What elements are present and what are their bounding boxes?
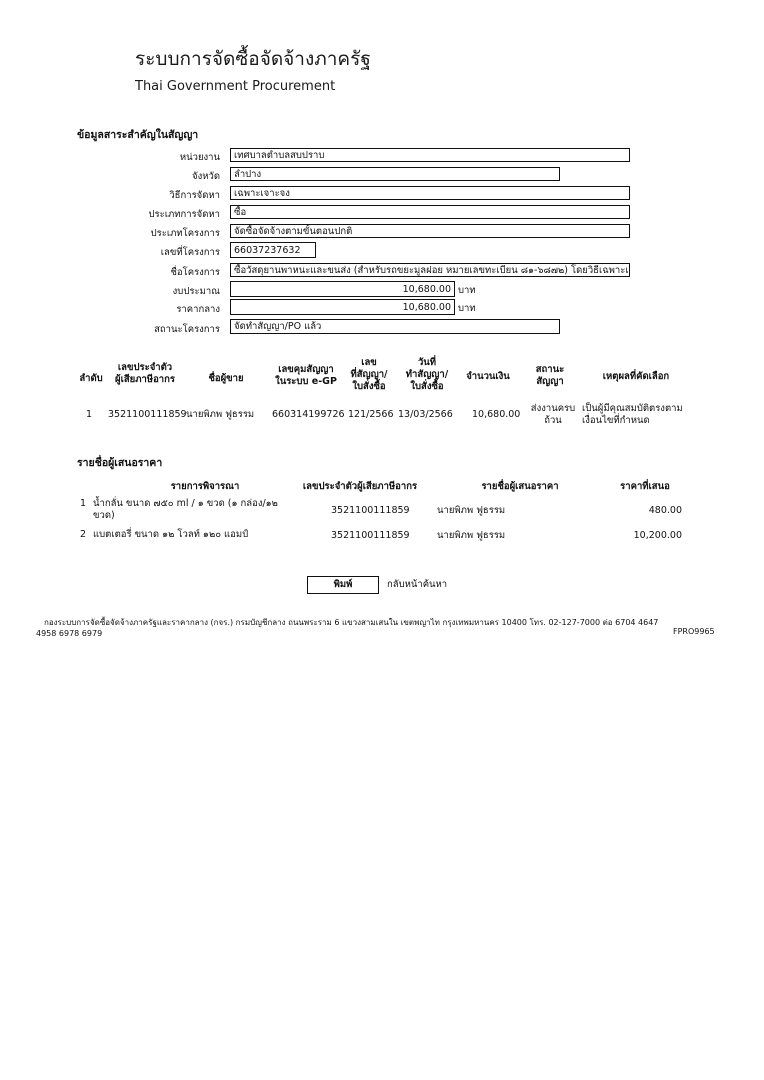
- bid-row-price: 480.00: [648, 505, 682, 516]
- footer-address: [36, 617, 669, 639]
- col-status-header-line1: สถานะ: [535, 364, 565, 375]
- bid-row-item-line1: น้ำกลั่น ขนาด ๗๕๐ ml / ๑ ขวด (๑ กล่อง/๑๒: [93, 498, 278, 509]
- budget-field: 10,680.00: [230, 281, 455, 297]
- status-label: สถานะโครงการ: [154, 324, 220, 335]
- back-to-search-link[interactable]: กลับหน้าค้นหา: [387, 579, 448, 590]
- col-status-header-line2: สัญญา: [536, 376, 564, 387]
- bid-row-tax-id: 3521100111859: [331, 505, 410, 516]
- method-label: วิธีการจัดหา: [169, 190, 220, 201]
- project-name-field: ซื้อวัสดุยานพาหนะและขนส่ง (สำหรับรถขยะมูลฝอย หมายเลขทะเบียน ๘๑-๖๘๗๒) โดยวิธีเฉพาะเ: [230, 263, 630, 277]
- col-date-header: [396, 357, 458, 393]
- bid-row-price: 10,200.00: [633, 530, 682, 541]
- page-title: ระบบการจัดซื้อจัดจ้างภาครัฐ: [135, 48, 371, 70]
- footer-code: FPRO9965: [673, 627, 715, 636]
- col-no-header: ลำดับ: [79, 373, 103, 384]
- project-no-field: 66037237632: [230, 242, 316, 258]
- col-contract-no-header: [344, 357, 394, 393]
- col-date-header-line3: ใบสั่งซื้อ: [410, 381, 444, 392]
- row-status-line2: ถ้วน: [544, 415, 562, 426]
- row-amount: 10,680.00: [472, 409, 521, 420]
- col-status-header: [524, 364, 576, 388]
- col-egp-header-line2: ในระบบ e-GP: [275, 376, 337, 387]
- bidders-section-title: รายชื่อผู้เสนอราคา: [77, 457, 163, 469]
- procurement-type-field: ซื้อ: [230, 205, 630, 219]
- row-vendor: นายพิภพ ฟูธรรม: [186, 409, 255, 420]
- budget-unit: บาท: [458, 285, 476, 296]
- project-no-label: เลขที่โครงการ: [160, 247, 220, 258]
- median-price-unit: บาท: [458, 303, 476, 314]
- col-contract-no-header-line1: เลข: [361, 357, 377, 368]
- bid-col-item-header: รายการพิจารณา: [170, 481, 240, 492]
- footer-line2: 4958 6978 6979: [36, 629, 103, 638]
- agency-field: เทศบาลตำบลสบปราบ: [230, 148, 630, 162]
- province-field: ลำปาง: [230, 167, 560, 181]
- project-name-label: ชื่อโครงการ: [170, 267, 220, 278]
- bid-col-tax-id-header: เลขประจำตัวผู้เสียภาษีอากร: [302, 481, 418, 492]
- col-contract-no-header-line3: ใบสั่งซื้อ: [352, 381, 386, 392]
- method-field: เฉพาะเจาะจง: [230, 186, 630, 200]
- col-vendor-header: ชื่อผู้ขาย: [208, 373, 244, 384]
- bid-row-no: 2: [80, 529, 87, 540]
- agency-label: หน่วยงาน: [179, 152, 220, 163]
- bid-row-item-line2: ขวด): [93, 510, 115, 521]
- row-no: 1: [86, 409, 93, 420]
- procurement-type-label: ประเภทการจัดหา: [148, 209, 220, 220]
- col-contract-no-header-line2: ที่สัญญา/: [350, 369, 388, 380]
- row-contract-no: 121/2566: [348, 409, 394, 420]
- contract-section-title: ข้อมูลสาระสำคัญในสัญญา: [77, 129, 199, 141]
- status-field: จัดทำสัญญา/PO แล้ว: [230, 319, 560, 334]
- col-tax-id-header: [104, 362, 186, 386]
- row-egp: 660314199726: [272, 409, 345, 420]
- median-price-field: 10,680.00: [230, 299, 455, 315]
- bid-row-name: นายพิภพ ฟูธรรม: [437, 530, 506, 541]
- project-type-field: จัดซื้อจัดจ้างตามขั้นตอนปกติ: [230, 224, 630, 238]
- col-tax-id-header-line1: เลขประจำตัว: [117, 362, 173, 373]
- bid-row-name: นายพิภพ ฟูธรรม: [437, 505, 506, 516]
- col-reason-header: เหตุผลที่คัดเลือก: [602, 371, 670, 382]
- bid-row-tax-id: 3521100111859: [331, 530, 410, 541]
- col-egp-header: [266, 364, 346, 388]
- bid-row-no: 1: [80, 498, 87, 509]
- col-tax-id-header-line2: ผู้เสียภาษีอากร: [115, 374, 175, 385]
- col-amount-header: จำนวนเงิน: [466, 371, 510, 382]
- page-subtitle: Thai Government Procurement: [135, 79, 336, 94]
- row-tax-id: 3521100111859: [108, 409, 187, 420]
- col-date-header-line2: ทำสัญญา/: [405, 369, 449, 380]
- median-price-label: ราคากลาง: [176, 304, 220, 315]
- row-status-line1: ส่งงานครบ: [530, 403, 576, 414]
- row-date: 13/03/2566: [398, 409, 453, 420]
- bid-row-item: แบตเตอรี่ ขนาด ๑๒ โวลท์ ๑๒๐ แอมป์: [93, 529, 249, 540]
- row-reason-line1: เป็นผู้มีคุณสมบัติตรงตาม: [582, 403, 683, 414]
- budget-label: งบประมาณ: [172, 286, 220, 297]
- print-button[interactable]: พิมพ์: [307, 576, 379, 594]
- province-label: จังหวัด: [192, 171, 220, 182]
- col-egp-header-line1: เลขคุมสัญญา: [278, 364, 334, 375]
- row-status: [528, 403, 578, 427]
- bid-col-price-header: ราคาที่เสนอ: [620, 481, 670, 492]
- project-type-label: ประเภทโครงการ: [150, 228, 220, 239]
- row-reason-line2: เงื่อนไขที่กำหนด: [582, 415, 650, 426]
- bid-row-item: [93, 498, 293, 522]
- row-reason: [582, 403, 692, 427]
- col-date-header-line1: วันที่: [417, 357, 437, 368]
- bid-col-name-header: รายชื่อผู้เสนอราคา: [481, 481, 559, 492]
- footer-line1: กองระบบการจัดซื้อจัดจ้างภาครัฐและราคากลาง (กจร.) กรมบัญชีกลาง ถนนพระราม 6 แขวงสามเสนใน เขตพญาไท กรุงเทพมหานคร 10400 โทร. 02-127-7000 ต่อ 6704 4647: [44, 618, 659, 627]
